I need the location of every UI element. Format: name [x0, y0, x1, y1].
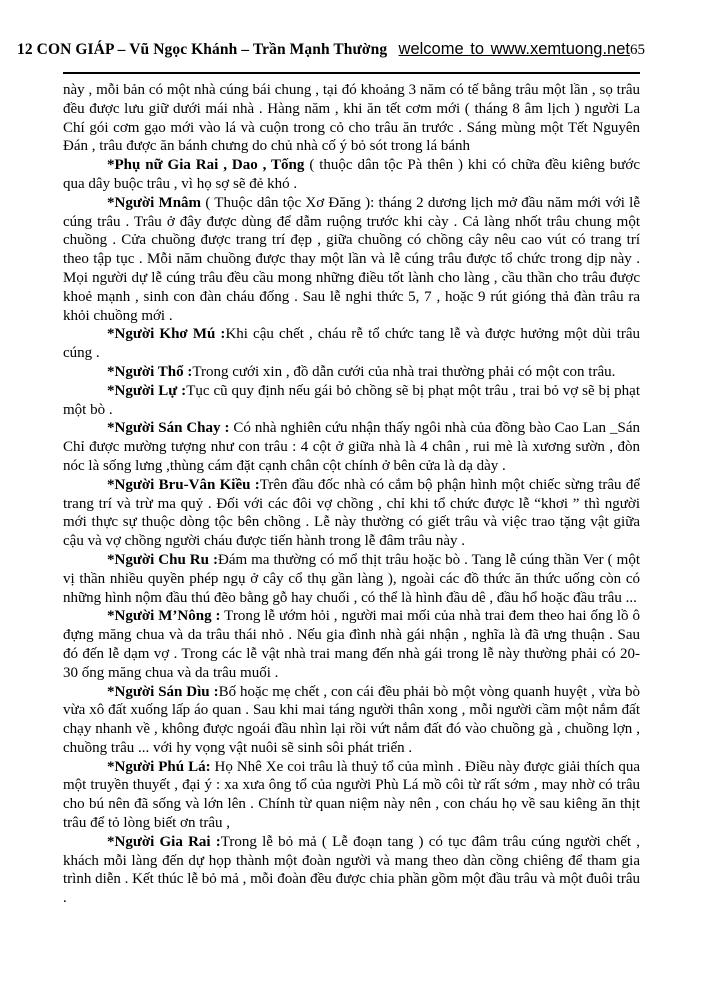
paragraph-head: *Người Sán Dìu :: [107, 683, 219, 700]
paragraph: [63, 419, 640, 475]
paragraph: [63, 758, 640, 833]
paragraph-text: Đám ma thường có mổ thịt trâu hoặc bò . Tang lễ cúng thần Ver ( một vị thần nhiều quyền phép ngụ ở cây cổ thụ gần làng ), ngoài các đồ thức ăn thức uống còn có những hình nộm đầu thú đẽo bằng gỗ hay chuối , có thể là hình đầu dê , đầu hổ hoặc đầu trâu ...: [63, 551, 640, 606]
paragraph-head: *Người Chu Ru :: [107, 551, 218, 568]
paragraph-head: *Người M’Nông :: [107, 608, 221, 625]
paragraph-head: *Người Phú Lá:: [107, 758, 211, 775]
paragraph-text: ( thuộc dân tộc Pà thên ) khi có chữa đều kiêng bước qua dây buộc trâu , vì họ sợ sẽ đẻ khó .: [63, 157, 640, 192]
page-number: 65: [630, 42, 645, 58]
paragraph-text: này , mỗi bản có một nhà cúng bái chung , tại đó khoảng 3 năm có tế bằng trâu một lần , sọ trâu đều được lưu giữ dưới mái nhà . Hàng năm , khi ăn tết cơm mới ( tháng 8 âm lịch ) người La Chí gói cơm gạo mới vào lá và cuộn trong cỏ cho trâu ăn trước . Sáng mùng một Tết Nguyên Đán , trâu được ăn bánh chưng do chủ nhà cố ý bỏ sót trong lá bánh: [63, 82, 640, 155]
paragraph: [63, 607, 640, 682]
paragraph: [63, 476, 640, 551]
paragraph-text: Tục cũ quy định nếu gái bỏ chồng sẽ bị phạt một trâu , trai bỏ vợ sẽ bị phạt một bò .: [63, 382, 641, 418]
paragraph: [63, 156, 640, 194]
page-header: [0, 0, 702, 59]
paragraph-text: Họ Nhê Xe coi trâu là thuỷ tổ của mình . Điều này được giải thích qua một truyền thuyết , đại ý : xa xưa ông tổ của người Phù Lá mồ côi từ rất sớm , may nhờ có trâu cho bú nên đã sống và lớn lên . Chính từ quan niệm này nên , con cháu họ về sau kiêng ăn thịt trâu để tỏ lòng biết ơn trâu ,: [63, 758, 641, 832]
paragraph-text: Khi cậu chết , cháu rễ tổ chức tang lễ và được hưởng một dùi trâu cúng .: [63, 326, 641, 362]
paragraph: [63, 551, 640, 607]
paragraph-head: *Người Bru-Vân Kiều :: [107, 476, 260, 493]
paragraph-text: Trong cưới xin , đồ dẫn cưới của nhà trai thường phải có một con trâu.: [192, 363, 616, 380]
paragraph: [63, 382, 640, 420]
paragraph: [63, 363, 640, 382]
paragraph-text: Bố hoặc mẹ chết , con cái đều phải bò một vòng quanh huyệt , vừa bò vừa xô đất xuống lấp áo quan . Sau khi mai táng người thân xong , mỗi người cầm một nắm đất chạy nhanh về , không được ngoái đầu nhìn lại rồi vứt nắm đất đó vào chuồng gà , chuồng lợn , chuồng trâu ... với hy vọng vật nuôi sẽ sinh sôi phát triển .: [63, 683, 640, 756]
paragraph-head: *Người Sán Chay :: [107, 420, 230, 437]
paragraph-text: ( Thuộc dân tộc Xơ Đăng ): tháng 2 dương lịch mở đầu năm mới với lễ cúng trâu . Trâu ở đây được dùng để dẫm ruộng trước khi cày . Cả làng nhốt trâu chung một chuồng . Cửa chuồng được trang trí đẹp , giữa chuồng có chồng cây nêu cao vút có trang trí theo tập tục . Mỗi năm chuồng được thay một lần và lễ cúng trâu được tổ chức trong dịp này . Mọi người dự lễ cúng trâu đều cầu mong những điều tốt lành cho làng , cầu thần cho trâu được khoẻ mạnh , sinh con đàn cháu đống . Sau lễ nghi thức 5, 7 , hoặc 9 rút gióng thả đàn trâu ra khỏi chuồng mới .: [63, 194, 640, 324]
paragraph-head: *Người Khơ Mú :: [107, 326, 226, 343]
header-right: [399, 40, 645, 59]
site-link[interactable]: welcome to www.xemtuong.net: [398, 40, 630, 58]
paragraph-head: *Người Gia Rai :: [107, 833, 221, 850]
paragraph-head: *Người Thổ :: [107, 363, 193, 380]
paragraph: [63, 683, 640, 758]
paragraph: [63, 325, 640, 363]
paragraph-text: Trong lễ bỏ mả ( Lễ đoạn tang ) có tục đâm trâu cúng người chết , khách mỗi làng đến dự họp thành một đoàn người và mang theo dàn cồng chiêng để tham gia trình diễn . Kết thúc lễ bỏ mả , mỗi đoàn đều được chia phần gồm một đầu trâu và một đuôi trâu .: [63, 833, 640, 907]
paragraph-head: *Người Mnâm: [107, 194, 202, 211]
paragraph-text: Trên đầu đốc nhà có cắm bộ phận hình một chiếc sừng trâu để trang trí và trừ ma quỷ . Đối với các đôi vợ chồng , chỉ khi tổ chức được lễ “khơi ” thì người mới thực sự thuộc dòng tộc bên chồng . Lễ này thường có giết trâu và việc trao tặng vật giữa cậu và vợ chồng người cháu được tiến hành trong lễ đâm trâu này .: [63, 476, 641, 550]
paragraph: [63, 81, 640, 156]
book-title: 12 CON GIÁP – Vũ Ngọc Khánh – Trần Mạnh Thường: [17, 41, 388, 58]
paragraph-head: *Người Lự :: [107, 382, 187, 399]
paragraph: [63, 833, 640, 908]
paragraph-head: *Phụ nữ Gia Rai , Dao , Tống: [107, 157, 305, 174]
header-rule: [63, 72, 640, 74]
paragraph-text: Trong lễ ướm hỏi , người mai mối của nhà trai đem theo hai ống lồ ô đựng măng chua và da trâu thái nhỏ . Nếu gia đình nhà gái nhận , nghĩa là đã ưng thuận . Sau đó đến lễ dạm vợ . Trong các lễ vật nhà trai mang đến nhà gái trong lễ này thường phải có 20-30 ống măng chua và da trâu muối .: [63, 608, 640, 681]
document-body: [63, 81, 640, 908]
paragraph-text: Có nhà nghiên cứu nhận thấy ngôi nhà của đồng bào Cao Lan _Sán Chỉ được mường tượng như con trâu : 4 cột ở giữa nhà là 4 chân , rui mè là xương sườn , đòn nóc là sống lưng ,thùng cám đặt cạnh chân cột chính ở bên cửa là dạ dày .: [63, 420, 640, 474]
paragraph: [63, 194, 640, 326]
